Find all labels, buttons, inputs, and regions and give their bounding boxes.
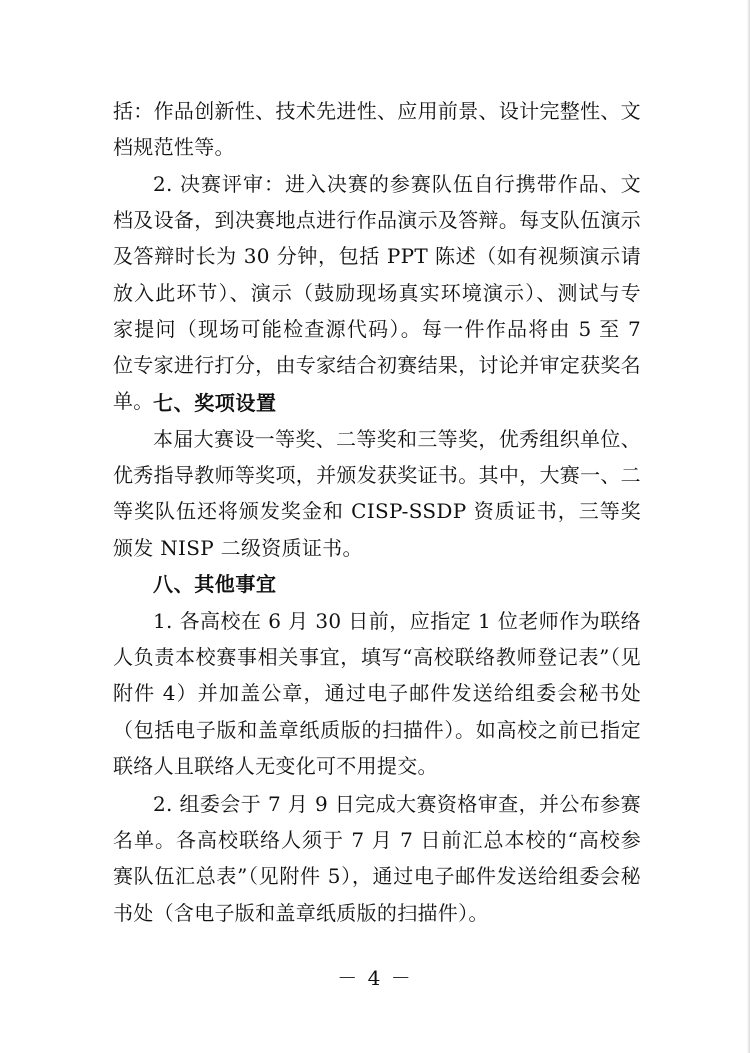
paragraph-awards: 本届大赛设一等奖、二等奖和三等奖，优秀组织单位、优秀指导教师等奖项，并颁发获奖证书。其中，大赛一、二等奖队伍还将颁发奖金和 CISP-SSDP 资质证书，三等奖颁发 NISP 二级资质证书。 (113, 427, 641, 560)
paragraph-other-matters-1: 1. 各高校在 6 月 30 日前，应指定 1 位老师作为联络人负责本校赛事相关事宜，填写“高校联络教师登记表”（见附件 4）并加盖公章，通过电子邮件发送给组委会秘书处（包括电子版和盖章纸质版的扫描件）。如高校之前已指定联络人且联络人无变化可不用提交。 (113, 609, 641, 778)
paragraph-other-matters-2: 2. 组委会于 7 月 9 日完成大赛资格审查，并公布参赛名单。各高校联络人须于 7 月 7 日前汇总本校的“高校参赛队伍汇总表”（见附件 5），通过电子邮件发送给组委会秘书处（含电子版和盖章纸质版的扫描件）。 (113, 792, 641, 925)
paragraph-final-review: 2. 决赛评审：进入决赛的参赛队伍自行携带作品、文档及设备，到决赛地点进行作品演示及答辩。每支队伍演示及答辩时长为 30 分钟，包括 PPT 陈述（如有视频演示请放入此环节）、演示（鼓励现场真实环境演示）、测试与专家提问（现场可能检查源代码）。每一件作品将由 5 至 7 位专家进行打分，由专家结合初赛结果，讨论并审定获奖名单。 (113, 172, 641, 414)
paragraph-evaluation-criteria-continuation: 括：作品创新性、技术先进性、应用前景、设计完整性、文档规范性等。 (113, 99, 641, 160)
section-heading-other-matters: 八、其他事宜 (153, 572, 277, 596)
section-heading-awards: 七、奖项设置 (153, 391, 277, 415)
page-number: － 4 － (337, 966, 413, 990)
